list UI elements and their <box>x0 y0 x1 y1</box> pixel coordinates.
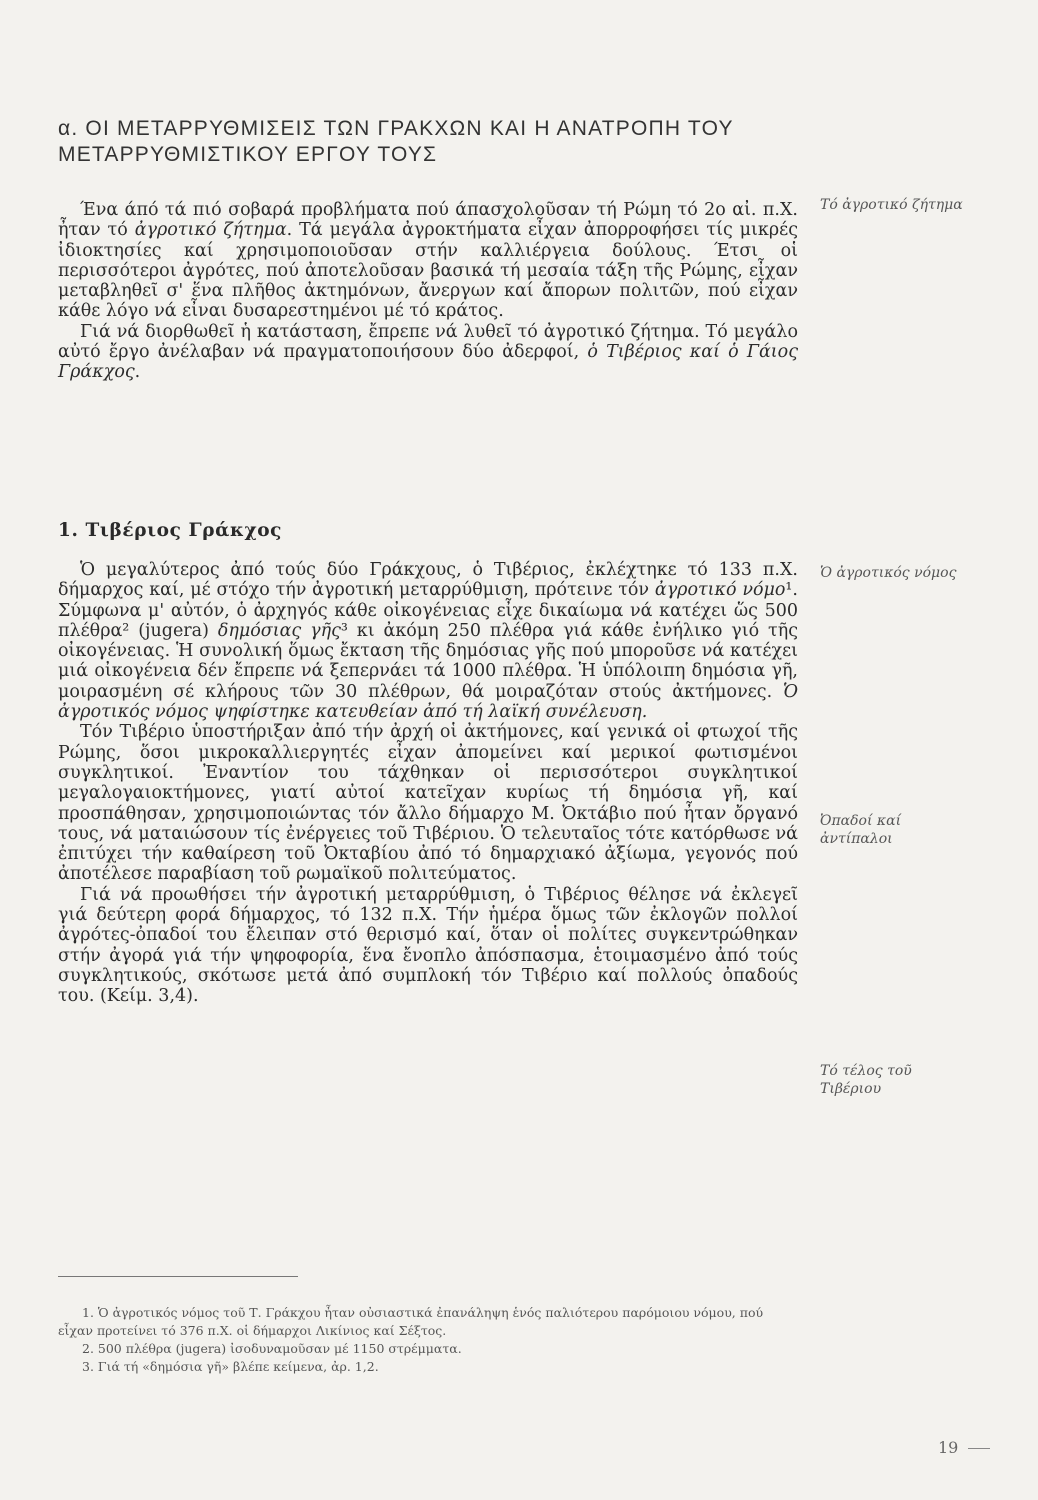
intro-p2-text: Γιά νά διορθωθεῖ ἡ κατάσταση, ἔπρεπε νά λυθεῖ τό ἀγροτικό ζήτημα. Τό μεγάλο αὐτό ἔργο ἀνέλαβαν νά πραγματοποιήσουν δύο ἀδερφοί, <box>58 321 798 363</box>
section-paragraph-3: Γιά νά προωθήσει τήν ἀγροτική μεταρρύθμιση, ὁ Τιβέριος θέλησε νά ἐκλεγεῖ γιά δεύτερη φορά δήμαρχος, τό 132 π.Χ. Τήν ἡμέρα ὅμως τῶν ἐκλογῶν πολλοί ἀγρότες-ὀπαδοί του ἔλειπαν στό θερισμό καί, ὅταν οἱ πολίτες συγκεντρώθηκαν στήν ἀγορά γιά τήν ψηφοφορία, ἕνα ἔνοπλο ἀπόσπασμα, ἑτοιμασμένο ἀπό τούς συγκλητικούς, σκότωσε μετά ἀπό συμπλοκή τόν Τιβέριο καί πολλούς ὀπαδούς του. (Κείμ. 3,4). <box>58 884 798 1007</box>
intro-text <box>58 200 798 383</box>
footnote-1: 1. Ὁ ἀγροτικός νόμος τοῦ Τ. Γράκχου ἦταν οὐσιαστικά ἐπανάληψη ἑνός παλιότερου παρόμοιου νόμου, πού εἶχαν προτείνει τό 376 π.Χ. οἱ δήμαρχοι Λικίνιος καί Σέξτος. <box>58 1305 764 1338</box>
margin-note-supporters-opponents: Ὀπαδοί καί ἀντίπαλοι <box>820 813 902 847</box>
footnote-3: 3. Γιά τή «δημόσια γῆ» βλέπε κείμενα, ἀρ. 1,2. <box>82 1359 379 1374</box>
chapter-heading: α. ΟΙ ΜΕΤΑΡΡΥΘΜΙΣΕΙΣ ΤΩΝ ΓΡΑΚΧΩΝ ΚΑΙ Η ΑΝΑΤΡΟΠΗ ΤΟΥ ΜΕΤΑΡΡΥΘΜΙΣΤΙΚΟΥ ΕΡΓΟΥ ΤΟΥΣ <box>58 117 734 166</box>
intro-p1-emphasis: ἀγροτικό ζήτημα <box>134 220 287 241</box>
section-p1-part-c: ³ κι ἀκόμη 250 πλέθρα γιά κάθε ἐνήλικο γιό τῆς οἰκογένειας. Ἡ συνολική ὅμως ἔκταση τῆς δημόσιας γῆς πού μποροῦσε νά κατέχει μιά οἰκογένεια δέν ἔπρεπε νά ξεπερνάει τά 1000 πλέθρα. Ἡ ὑπόλοιπη δημόσια γῆ, μοιρασμένη σέ κλήρους τῶν 30 πλέθρων, θά μοιραζόταν στούς ἀκτήμονες. <box>58 620 798 702</box>
footnotes <box>58 1304 798 1376</box>
intro-paragraph-2 <box>58 322 798 383</box>
section-p1-emphasis-2: δημόσιας γῆς <box>217 620 341 641</box>
section-p1-part-b: ¹. Σύμφωνα μ' αὐτόν, ὁ ἀρχηγός κάθε οἰκογένειας εἶχε δικαίωμα νά κατέχει ὥς 500 πλέθρα² (jugera) <box>58 580 798 641</box>
footnote-divider <box>58 1276 298 1277</box>
margin-note-agrarian-issue: Τό ἀγροτικό ζήτημα <box>820 197 963 213</box>
intro-p1-part-a: Ένα άπό τά πιό σοβαρά προβλήματα πού άπασχολοῦσαν τή Ρώμη τό 2ο αἰ. π.Χ. ἦταν τό <box>58 200 798 241</box>
section-p1-emphasis-3: Ὁ ἀγροτικός νόμος ψηφίστηκε κατευθείαν ἀπό τή λαϊκή συνέλευση. <box>58 681 798 723</box>
intro-paragraph-1 <box>58 200 798 322</box>
margin-note-end-of-tiberius: Τό τέλος τοῦ Τιβέριου <box>820 1063 912 1097</box>
footnote-2: 2. 500 πλέθρα (jugera) ἰσοδυναμοῦσαν μέ 1150 στρέμματα. <box>82 1341 462 1356</box>
intro-p1-part-b: . Τά μεγάλα ἀγροκτήματα εἶχαν ἀπορροφήσει τίς μικρές ἰδιοκτησίες καί χρησιμοποιοῦσαν στήν καλλιέργεια δούλους. Έτσι οἱ περισσότεροι ἀγρότες, πού ἀποτελοῦσαν βασικά τή μεσαία τάξη τῆς Ρώμης, εἶχαν μεταβληθεῖ σ' ἕνα πλῆθος ἀκτημόνων, ἄνεργων καί ἄπορων πολιτῶν, πού εἶχαν κάθε λόγο νά εἶναι δυσαρεστημένοι μέ τό κράτος. <box>58 220 799 322</box>
section-p1-emphasis-1: ἀγροτικό νόμο <box>654 580 786 601</box>
section-title: 1. Τιβέριος Γράκχος <box>58 520 283 541</box>
section-paragraph-2: Τόν Τιβέριο ὑποστήριξαν ἀπό τήν ἀρχή οἱ ἀκτήμονες, καί γενικά οἱ φτωχοί τῆς Ρώμης, ὅσοι μικροκαλλιεργητές εἶχαν ἀπομείνει καί μερικοί φωτισμένοι συγκλητικοί. Ἐναντίον του τάχθηκαν οἱ περισσότεροι συγκλητικοί μεγαλογαιοκτήμονες, γιατί αὐτοί κατεῖχαν κυρίως τή δημόσια γῆ, καί προσπάθησαν, χρησιμοποιώντας τόν ἄλλο δήμαρχο Μ. Ὀκτάβιο πού ἦταν ὄργανό τους, νά ματαιώσουν τίς ἐνέργειες τοῦ Τιβέριου. Ὁ τελευταῖος τότε κατόρθωσε νά ἐπιτύχει τήν καθαίρεση τοῦ Ὀκταβίου ἀπό τό δημαρχιακό ἀξίωμα, γεγονός πού ἀποτέλεσε παραβίαση τοῦ ρωμαϊκοῦ πολιτεύματος. <box>58 722 798 885</box>
section-paragraph-1 <box>58 560 798 722</box>
page-number-dash <box>968 1448 990 1449</box>
intro-p2-end: . <box>134 362 141 383</box>
section-p1-part-a: Ὁ μεγαλύτερος ἀπό τούς δύο Γράκχους, ὁ Τιβέριος, ἐκλέχτηκε τό 133 π.Χ. δήμαρχος καί, μέ στόχο τήν ἀγροτική μεταρρύθμιση, πρότεινε τόν <box>58 560 798 601</box>
section-text <box>58 560 798 1007</box>
page-number: 19 <box>938 1438 959 1457</box>
intro-p2-emphasis: ὁ Τιβέριος καί ὁ Γάιος Γράκχος <box>58 342 798 383</box>
margin-note-agrarian-law: Ὁ ἀγροτικός νόμος <box>820 565 957 581</box>
